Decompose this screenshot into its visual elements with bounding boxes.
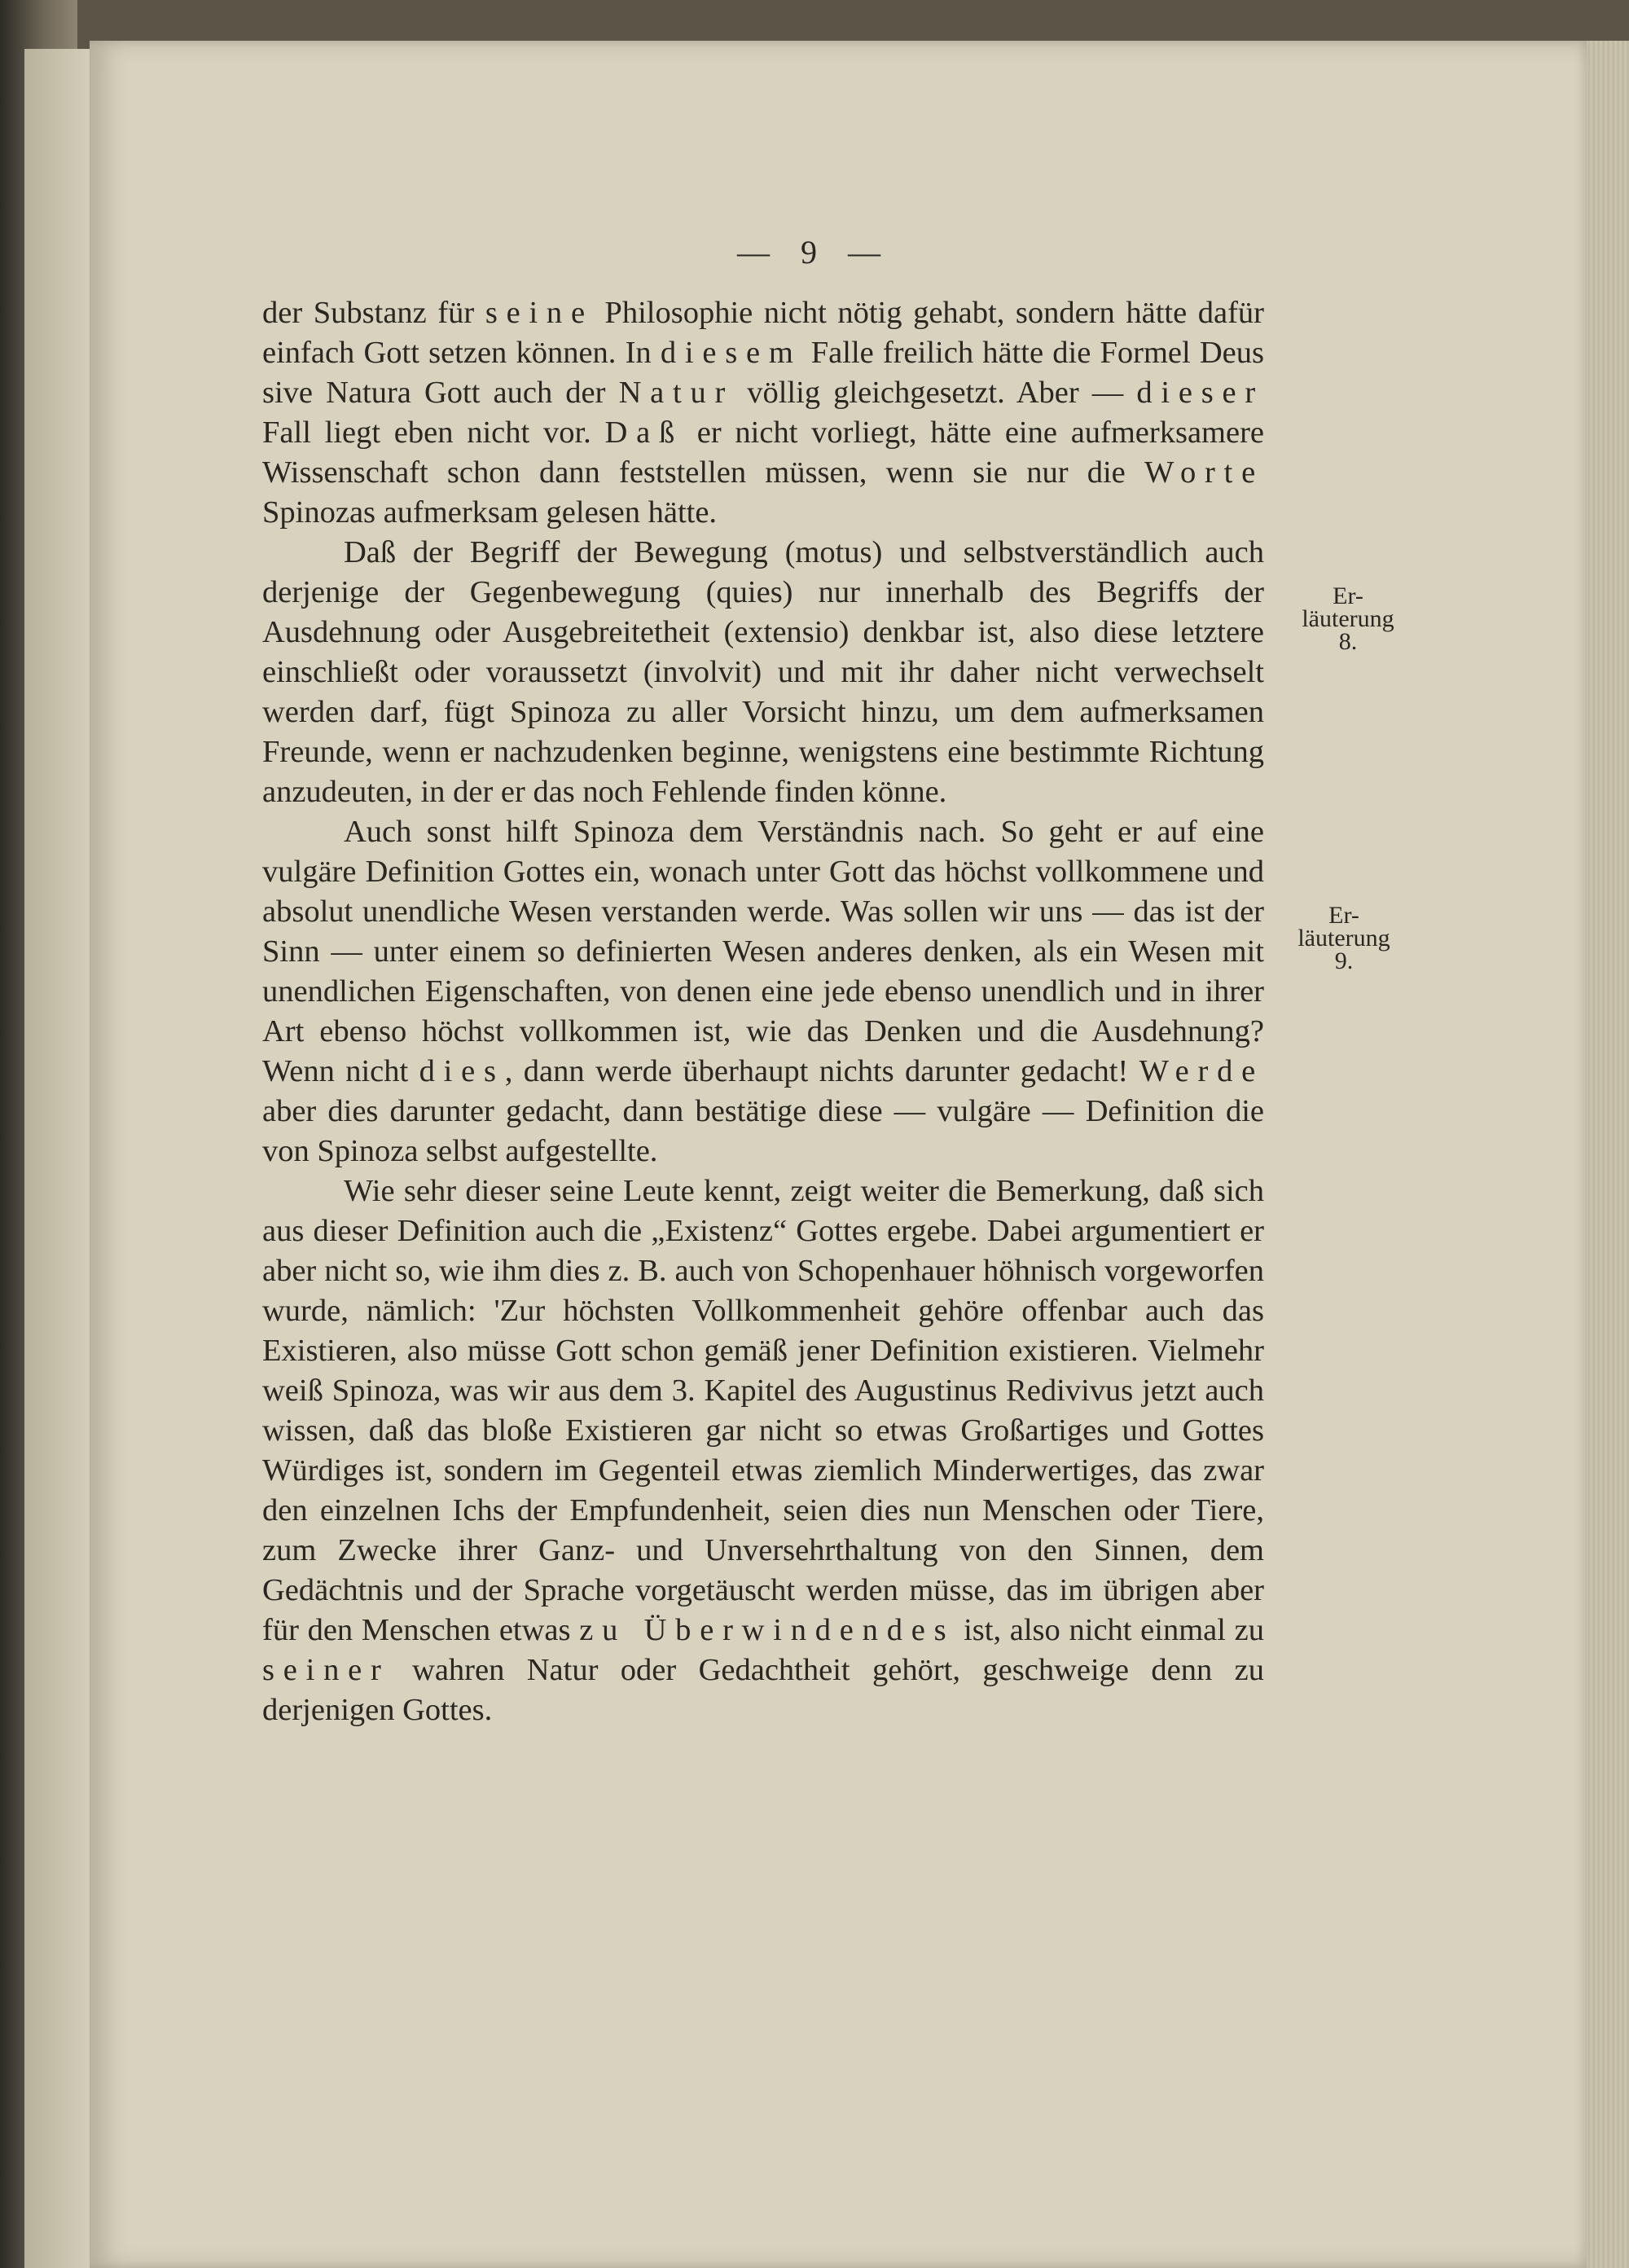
margin-note-erlaeuterung-9: Er- läuterung 9.	[1297, 902, 1390, 974]
page-edges	[1587, 41, 1629, 2268]
text-run: Philosophie nicht nötig gehabt, sondern hätte dafür einfach Gott setzen können. In	[262, 296, 1264, 370]
text-run: Fall liegt eben nicht vor.	[262, 415, 605, 450]
emphasized-text: Werde	[1139, 1054, 1265, 1088]
emphasized-text: dies	[419, 1054, 505, 1088]
book-cover-board	[24, 49, 90, 2268]
paragraph	[262, 293, 1264, 533]
emphasized-text: seiner	[262, 1653, 390, 1687]
emphasized-text: Worte	[1144, 455, 1264, 490]
text-run: der Substanz für	[262, 296, 485, 330]
text-run: ist, also nicht einmal zu	[955, 1613, 1264, 1647]
emphasized-text: dieser	[1136, 376, 1265, 410]
text-run: er nicht vorliegt, hätte eine aufmerksamere Wissenschaft schon dann feststellen müssen, wenn sie nur die	[262, 415, 1264, 490]
text-run: aber dies darunter gedacht, dann bestätige diese — vulgäre — Definition die von Spinoza selbst aufgestellte.	[262, 1094, 1264, 1168]
text-run: Daß der Begriff der Bewegung (motus) und selbstverständlich auch derjenige der Gegenbewegung (quies) nur innerhalb des Begriffs der Ausdehnung oder Ausgebreitetheit (extensio) denkbar ist, also diese letztere einschließt oder voraussetzt (involvit) und mit ihr daher nicht verwechselt werden darf, fügt Spinoza zu aller Vorsicht hinzu, um dem aufmerksamen Freunde, wenn er nachzudenken beginne, wenigstens eine bestimmte Richtung anzudeuten, in der er das noch Fehlende finden könne.	[262, 535, 1264, 809]
body-text	[262, 293, 1264, 1730]
emphasized-text: Natur	[618, 376, 735, 410]
emphasized-text: Daß	[604, 415, 684, 450]
margin-note-erlaeuterung-8: Er- läuterung 8.	[1302, 582, 1394, 655]
page-number: — 9 —	[737, 234, 892, 270]
paragraph	[262, 1171, 1264, 1730]
paragraph	[262, 812, 1264, 1171]
emphasized-text: zu Überwindendes	[579, 1613, 955, 1647]
text-run: Falle freilich hätte die Formel Deus sive Natura Gott auch der	[262, 336, 1264, 410]
text-run: Spinozas aufmerksam gelesen hätte.	[262, 495, 718, 530]
text-run: , dann werde überhaupt nichts darunter gedacht!	[504, 1054, 1139, 1088]
text-run: Wie sehr dieser seine Leute kennt, zeigt weiter die Bemerkung, daß sich aus dieser Definition auch die „Existenz“ Gottes ergebe. Dabei argumentiert er aber nicht so, wie ihm dies z. B. auch von Schopenhauer höhnisch vorgeworfen wurde, nämlich: 'Zur höchsten Vollkommenheit gehöre offenbar auch das Existieren, also müsse Gott schon gemäß jener Definition existieren. Vielmehr weiß Spinoza, was wir aus dem 3. Kapitel des Augustinus Redivivus jetzt auch wissen, daß das bloße Existieren gar nicht so etwas Großartiges und Gottes Würdiges ist, sondern im Gegenteil etwas ziemlich Minderwertiges, das zwar den einzelnen Ichs der Empfundenheit, seien dies nun Menschen oder Tiere, zum Zwecke ihrer Ganz- und Unversehrthaltung von den Sinnen, dem Gedächtnis und der Sprache vorgetäuscht werden müsse, das im übrigen aber für den Menschen etwas	[262, 1174, 1264, 1647]
text-run: Auch sonst hilft Spinoza dem Verständnis nach. So geht er auf eine vulgäre Definition Gottes ein, wonach unter Gott das höchst vollkommene und absolut unendliche Wesen verstanden werde. Was sollen wir uns — das ist der Sinn — unter einem so definierten Wesen anderes denken, als ein Wesen mit unendlichen Eigenschaften, von denen eine jede ebenso unendlich und in ihrer Art ebenso höchst vollkommen ist, wie das Denken und die Ausdehnung? Wenn nicht	[262, 815, 1264, 1088]
paragraph	[262, 533, 1264, 812]
text-run: völlig gleichgesetzt. Aber —	[734, 376, 1137, 410]
text-run: wahren Natur oder Gedachtheit gehört, geschweige denn zu derjenigen Gottes.	[262, 1653, 1264, 1727]
emphasized-text: diesem	[660, 336, 802, 370]
emphasized-text: seine	[485, 296, 594, 330]
